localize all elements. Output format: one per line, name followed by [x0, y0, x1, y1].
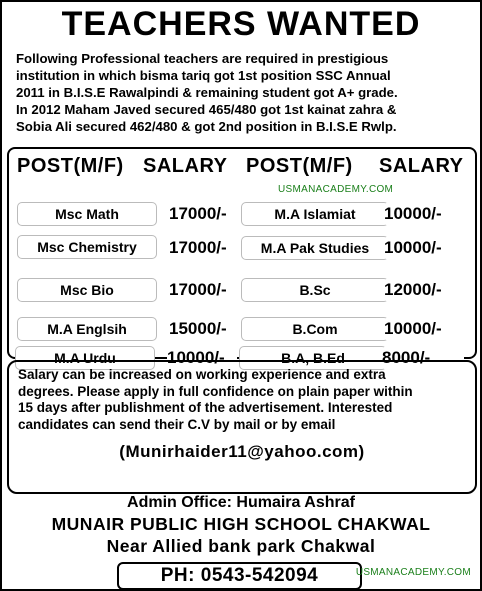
header-salary-1: SALARY: [143, 155, 228, 177]
intro-line: Following Professional teachers are required in prestigious: [16, 51, 389, 66]
email-address[interactable]: (Munirhaider11@yahoo.com): [119, 442, 365, 461]
positions-table: [7, 147, 477, 359]
intro-line: Sobia Ali secured 462/480 & got 2nd position in B.I.S.E Rwlp.: [16, 119, 397, 134]
table-cell-salary: 8000/-: [382, 346, 464, 370]
intro-line: institution in which bisma tariq got 1st position SSC Annual: [16, 68, 391, 83]
notice-line: candidates can send their C.V by mail or by email: [18, 416, 336, 432]
table-cell-post: B.Sc: [241, 278, 389, 302]
intro-line: 2011 in B.I.S.E Rawalpindi & remaining student got A+ grade.: [16, 85, 398, 100]
table-cell-post: Msc Chemistry: [17, 235, 157, 259]
table-cell-salary: 17000/-: [169, 202, 239, 226]
address: Near Allied bank park Chakwal: [106, 536, 376, 556]
table-cell-post: Msc Bio: [17, 278, 157, 302]
notice-line: Salary can be increased on working experience and extra: [18, 367, 386, 382]
notice-line: 15 days after publishment of the advertisement. Interested: [18, 400, 393, 415]
headline: TEACHERS WANTED: [61, 5, 421, 43]
table-cell-post: Msc Math: [17, 202, 157, 226]
header-post-2: POST(M/F): [246, 155, 353, 177]
intro-paragraph: [16, 50, 474, 135]
table-cell-salary: 17000/-: [169, 236, 239, 260]
table-cell-post: B.A, B.Ed: [239, 346, 387, 370]
table-cell-post: M.A Urdu: [15, 346, 155, 370]
table-cell-salary: 10000/-: [167, 346, 237, 370]
watermark-text: USMANACADEMY.COM: [278, 184, 394, 195]
watermark-text: USMANACADEMY.COM: [355, 567, 471, 578]
table-cell-post: M.A Pak Studies: [241, 236, 389, 260]
table-cell-salary: 17000/-: [169, 278, 239, 302]
table-cell-salary: 12000/-: [384, 278, 466, 302]
table-cell-post: B.Com: [241, 317, 389, 341]
table-cell-salary: 15000/-: [169, 317, 239, 341]
notice-line: degrees. Please apply in full confidence on plain paper within: [18, 383, 413, 399]
notice-paragraph: [18, 367, 470, 433]
table-cell-salary: 10000/-: [384, 317, 466, 341]
header-salary-2: SALARY: [379, 155, 464, 177]
header-post-1: POST(M/F): [17, 155, 124, 177]
table-cell-post: M.A Islamiat: [241, 202, 389, 226]
intro-line: In 2012 Maham Javed secured 465/480 got 1st kainat zahra &: [16, 102, 397, 117]
notice-box: [7, 360, 477, 494]
phone-number: PH: 0543-542094: [117, 562, 362, 590]
admin-office: Admin Office: Humaira Ashraf: [127, 494, 355, 511]
school-name: MUNAIR PUBLIC HIGH SCHOOL CHAKWAL: [51, 514, 431, 534]
table-cell-salary: 10000/-: [384, 202, 466, 226]
table-cell-salary: 10000/-: [384, 236, 466, 260]
table-cell-post: M.A Englsih: [17, 317, 157, 341]
